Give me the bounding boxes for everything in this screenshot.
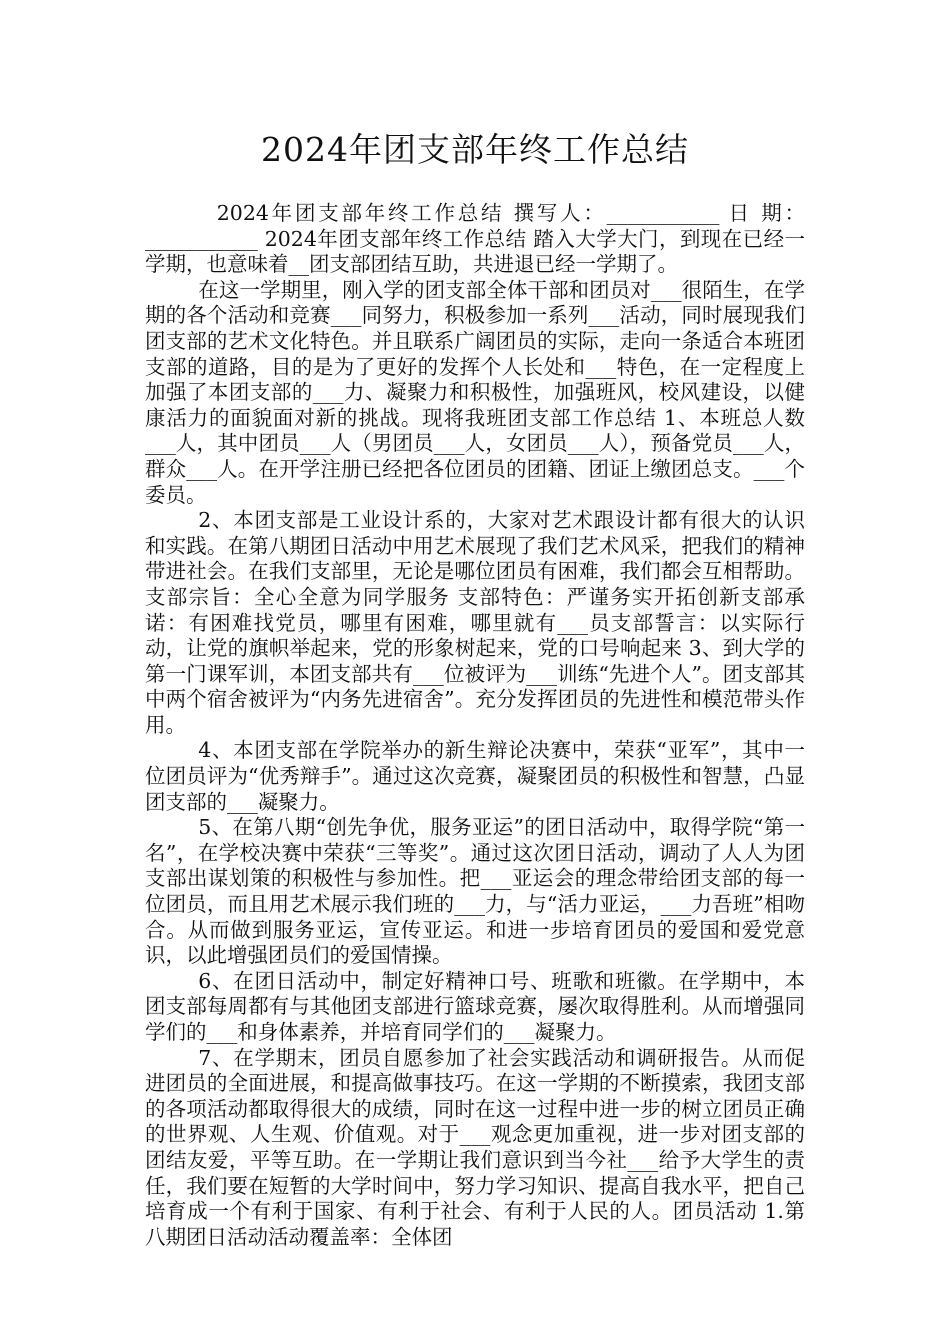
document-title: 2024年团支部年终工作总结	[261, 130, 689, 169]
paragraph-5: 5、在第八期“创先争优，服务亚运”的团日活动中，取得学院“第一名”，在学校决赛中荣获“三等奖”。通过这次团日活动，调动了人人为团支部出谋划策的积极性与参加性。把___亚运会的理念带给团支部的每一位团员，而且用艺术展示我们班的___力，与“活力亚运，___力吾班”相吻合。从而做到服务亚运，宣传亚运。和进一步培育团员的爱国和爱党意识，以此增强团员们的爱国情操。	[145, 815, 805, 968]
paragraph-1: 在这一学期里，刚入学的团支部全体干部和团员对___很陌生，在学期的各个活动和竞赛___同努力，积极参加一系列___活动，同时展现我们团支部的艺术文化特色。并且联系广阔团员的实际，走向一条适合本班团支部的道路，目的是为了更好的发挥个人长处和___特色，在一定程度上加强了本团支部的___力、凝聚力和积极性，加强班风，校风建设，以健康活力的面貌面对新的挑战。现将我班团支部工作总结 1、本班总人数___人，其中团员___人（男团员___人，女团员___人），预备党员___人，群众___人。在开学注册已经把各位团员的团籍、团证上缴团总支。___个委员。	[145, 277, 805, 507]
paragraph-4: 4、本团支部在学院举办的新生辩论决赛中，荣获“亚军”，其中一位团员评为“优秀辩手”。通过这次竞赛，凝聚团员的积极性和智慧，凸显团支部的___凝聚力。	[145, 738, 805, 814]
paragraph-intro: 2024年团支部年终工作总结 撰写人：___________ 日 期：___________ 2024年团支部年终工作总结 踏入大学大门，到现在已经一学期，也意味着__团支部团结互助，共进退已经一学期了。	[145, 201, 805, 277]
paragraph-6: 6、在团日活动中，制定好精神口号、班歌和班徽。在学期中，本团支部每周都有与其他团支部进行篮球竞赛，屡次取得胜利。从而增强同学们的___和身体素养，并培育同学们的___凝聚力。	[145, 968, 805, 1044]
document-body	[145, 201, 805, 1250]
paragraph-7: 7、在学期末，团员自愿参加了社会实践活动和调研报告。从而促进团员的全面进展，和提高做事技巧。在这一学期的不断摸索，我团支部的各项活动都取得很大的成绩，同时在这一过程中进一步的树立团员正确的世界观、人生观、价值观。对于___观念更加重视，进一步对团支部的团结友爱，平等互助。在一学期让我们意识到当今社___给予大学生的责任，我们要在短暂的大学时间中，努力学习知识、提高自我水平，把自己培育成一个有利于国家、有利于社会、有利于人民的人。团员活动 1.第八期团日活动活动覆盖率：全体团	[145, 1045, 805, 1249]
paragraph-2: 2、本团支部是工业设计系的，大家对艺术跟设计都有很大的认识和实践。在第八期团日活动中用艺术展现了我们艺术风采，把我们的精神带进社会。在我们支部里，无论是哪位团员有困难，我们都会互相帮助。支部宗旨：全心全意为同学服务 支部特色：严谨务实开拓创新支部承诺：有困难找党员，哪里有困难，哪里就有___员支部誓言：以实际行动，让党的旗帜举起来，党的形象树起来，党的口号响起来 3、到大学的第一门课军训，本团支部共有___位被评为___训练“先进个人”。团支部其中两个宿舍被评为“内务先进宿舍”。充分发挥团员的先进性和模范带头作用。	[145, 508, 805, 737]
